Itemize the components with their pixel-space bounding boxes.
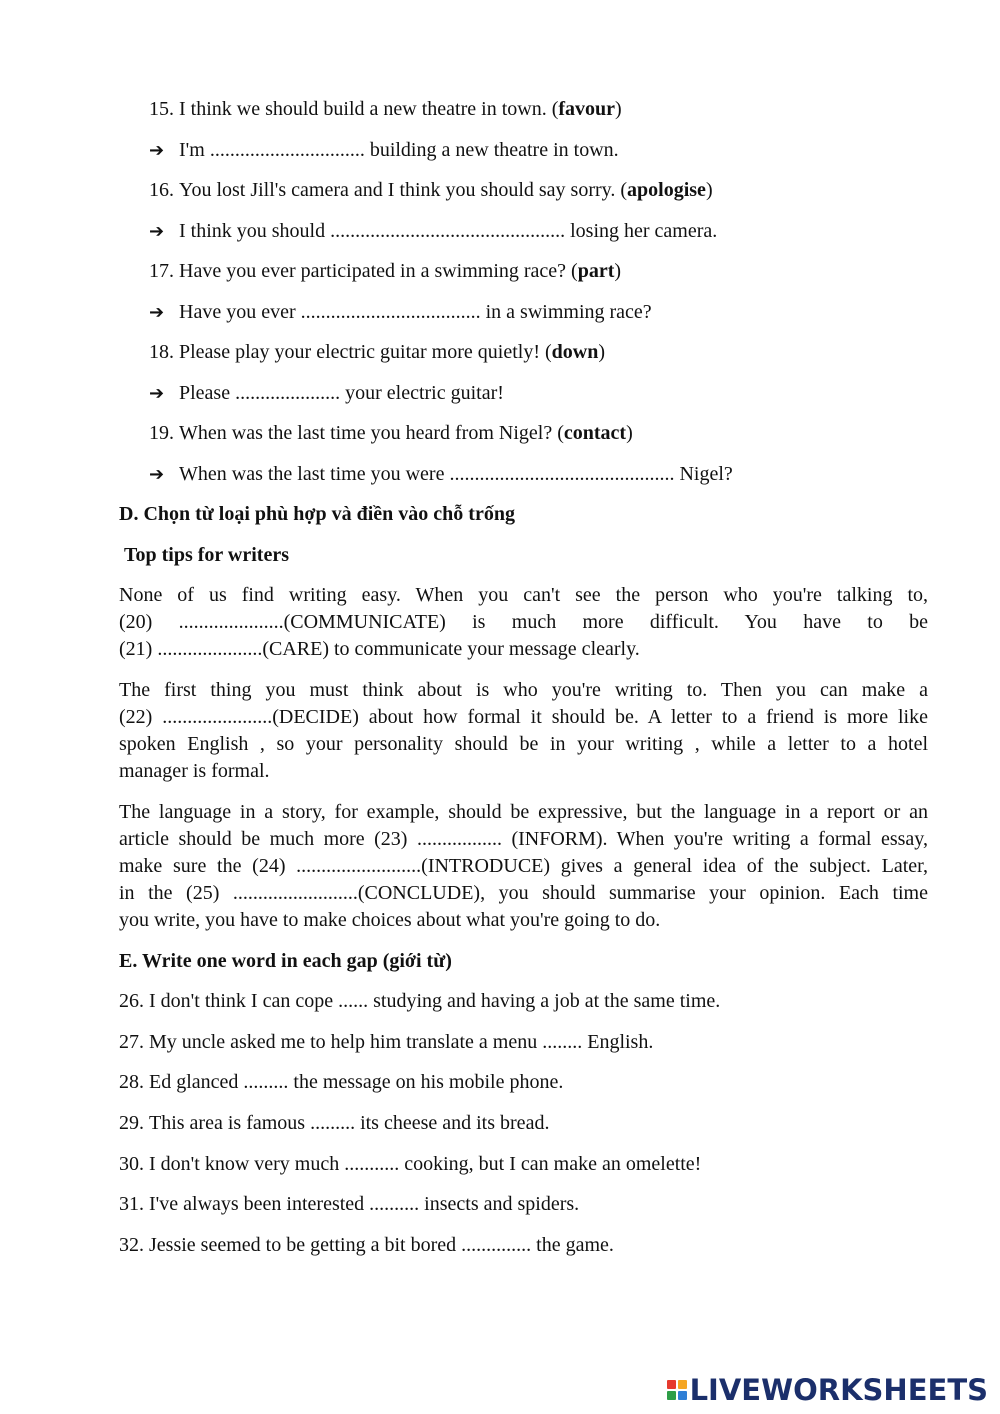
question-text-end: ): [615, 98, 622, 120]
question-number: 28.: [119, 1071, 144, 1093]
question-27: [119, 1029, 653, 1056]
question-32: [119, 1232, 614, 1259]
question-keyword: contact: [563, 422, 627, 444]
section-d-heading: D. Chọn từ loại phù hợp và điền vào chỗ trống: [119, 503, 515, 525]
paragraph-line: (21) .....................(CARE) to communicate your message clearly.: [119, 638, 640, 660]
question-15: [149, 96, 622, 123]
rewrite-16: [149, 218, 717, 245]
section-d-paragraph-1: [119, 582, 928, 663]
question-text: My uncle asked me to help him translate a menu ........ English.: [149, 1031, 654, 1053]
question-31: [119, 1191, 579, 1218]
question-text: I've always been interested .......... insects and spiders.: [149, 1193, 580, 1215]
question-number: 31.: [119, 1193, 144, 1215]
paragraph-line: manager is formal.: [119, 760, 270, 782]
question-text: Please play your electric guitar more quietly! (: [179, 341, 552, 363]
question-keyword: apologise: [627, 179, 706, 201]
rewrite-text: I'm ............................... building a new theatre in town.: [179, 139, 619, 161]
section-e-heading: E. Write one word in each gap (giới từ): [119, 950, 452, 972]
paragraph-line: None of us find writing easy. When you can't see the person who you're talking to,: [119, 584, 928, 606]
paragraph-line: in the (25) .........................(CONCLUDE), you should summarise your opinion. Each time: [119, 882, 928, 904]
question-28: [119, 1069, 563, 1096]
rewrite-text: Please ..................... your electric guitar!: [179, 382, 504, 404]
question-19: [149, 420, 633, 447]
paragraph-line: The first thing you must think about is who you're writing to. Then you can make a: [119, 679, 928, 701]
paragraph-line: you write, you have to make choices about what you're going to do.: [119, 909, 661, 931]
paragraph-line: spoken English , so your personality should be in your writing , while a letter to a hotel: [119, 733, 928, 755]
logo-text: LIVEWORKSHEETS: [689, 1373, 988, 1407]
question-number: 30.: [119, 1153, 144, 1175]
question-text: Ed glanced ......... the message on his mobile phone.: [149, 1071, 564, 1093]
paragraph-line: article should be much more (23) ................. (INFORM). When you're writing a formal essay,: [119, 828, 928, 850]
paragraph-line: (22) ......................(DECIDE) about how formal it should be. A letter to a friend is more like: [119, 706, 928, 728]
rewrite-text: When was the last time you were ............................................. Nigel?: [179, 463, 733, 485]
rewrite-text: I think you should ............................................... losing her camera.: [179, 220, 718, 242]
section-d-paragraph-2: [119, 677, 928, 785]
rewrite-text: Have you ever .................................... in a swimming race?: [179, 301, 652, 323]
rewrite-18: [149, 380, 504, 407]
arrow-icon: ➔: [149, 302, 165, 323]
arrow-icon: ➔: [149, 383, 165, 404]
question-text-end: ): [614, 260, 622, 282]
paragraph-line: The language in a story, for example, should be expressive, but the language in a report or an: [119, 801, 928, 823]
question-keyword: favour: [558, 98, 616, 120]
logo-block-red: [667, 1380, 676, 1389]
question-29: [119, 1110, 549, 1137]
rewrite-19: [149, 461, 733, 488]
question-30: [119, 1151, 701, 1178]
question-text-end: ): [598, 341, 606, 363]
question-text-end: ): [705, 179, 713, 201]
question-text: I don't think I can cope ...... studying and having a job at the same time.: [149, 990, 721, 1012]
question-text-end: ): [626, 422, 633, 444]
question-number: 19.: [149, 422, 174, 444]
question-text: When was the last time you heard from Nigel? (: [179, 422, 564, 444]
rewrite-15: [149, 137, 619, 164]
question-text: I think we should build a new theatre in town. (: [179, 98, 559, 120]
question-text: Jessie seemed to be getting a bit bored .............. the game.: [149, 1234, 614, 1256]
logo-blocks-icon: [667, 1380, 687, 1400]
question-number: 32.: [119, 1234, 144, 1256]
arrow-icon: ➔: [149, 221, 165, 242]
section-d-subheading: Top tips for writers: [124, 544, 289, 566]
question-26: [119, 988, 720, 1015]
logo-block-orange: [678, 1380, 687, 1389]
question-text: I don't know very much ........... cooking, but I can make an omelette!: [149, 1153, 702, 1175]
arrow-icon: ➔: [149, 464, 165, 485]
question-16: [149, 177, 713, 204]
question-number: 15.: [149, 98, 174, 120]
question-keyword: down: [551, 341, 599, 363]
logo-block-blue: [678, 1391, 687, 1400]
question-number: 17.: [149, 260, 174, 282]
logo-block-green: [667, 1391, 676, 1400]
paragraph-line: make sure the (24) .........................(INTRODUCE) gives a general idea of the subject. Later,: [119, 855, 928, 877]
question-text: Have you ever participated in a swimming race? (: [179, 260, 578, 282]
question-17: [149, 258, 621, 285]
question-number: 26.: [119, 990, 144, 1012]
section-d-paragraph-3: [119, 799, 928, 934]
question-text: You lost Jill's camera and I think you should say sorry. (: [179, 179, 628, 201]
question-number: 18.: [149, 341, 174, 363]
rewrite-17: [149, 299, 652, 326]
arrow-icon: ➔: [149, 140, 165, 161]
question-number: 29.: [119, 1112, 144, 1134]
question-text: This area is famous ......... its cheese and its bread.: [149, 1112, 550, 1134]
question-number: 27.: [119, 1031, 144, 1053]
question-18: [149, 339, 605, 366]
liveworksheets-logo[interactable]: [667, 1375, 988, 1405]
question-keyword: part: [577, 260, 615, 282]
paragraph-line: (20) .....................(COMMUNICATE) is much more difficult. You have to be: [119, 611, 928, 633]
question-number: 16.: [149, 179, 174, 201]
